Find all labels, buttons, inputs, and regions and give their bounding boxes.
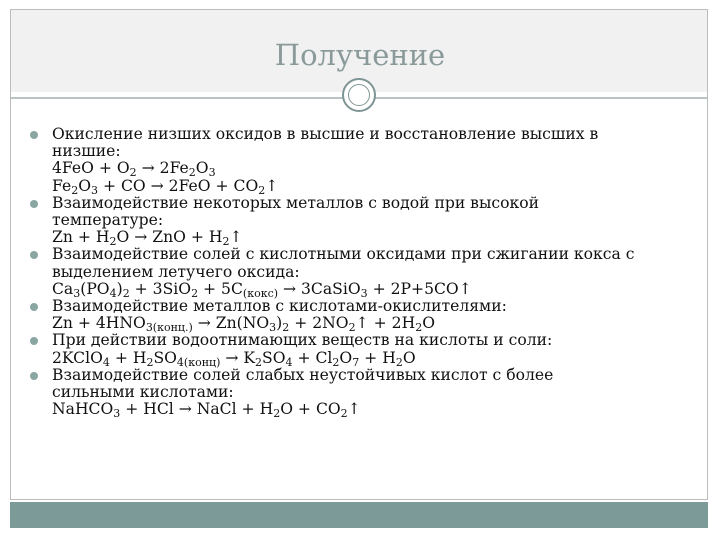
- bullet-icon: [30, 131, 38, 139]
- equation-subscript: 2: [191, 286, 199, 300]
- ornament-inner-circle: [348, 84, 370, 106]
- equation-subscript: 2: [129, 166, 137, 180]
- chemical-equation: [52, 159, 692, 180]
- equation-text: + 2NO: [289, 314, 349, 333]
- bullet-icon: [30, 337, 38, 345]
- equation-subscript: 2: [109, 235, 117, 249]
- equation-text: + HCl → NaCl + H: [120, 400, 274, 419]
- equation-text: + H: [359, 348, 396, 367]
- equation-text: Zn + H: [52, 228, 110, 247]
- bullet-text-line: Взаимодействие солей с кислотными оксидами при сжигании кокса с: [52, 245, 635, 264]
- equation-text: SO: [262, 348, 286, 367]
- bullet-text-line: При действии водоотнимающих веществ на кислоты и соли:: [52, 331, 553, 350]
- equation-text: + CO → 2FeO + CO: [98, 176, 259, 195]
- footer-bar: [10, 502, 708, 528]
- equation-text: O: [78, 176, 91, 195]
- equation-text: Zn + 4HNO: [52, 314, 146, 333]
- bullet-text-line: Взаимодействие солей слабых неустойчивых кислот с более: [52, 365, 554, 384]
- equation-text: + 3SiO: [129, 279, 192, 298]
- equation-text: (PO: [80, 279, 110, 298]
- chemical-equation: [52, 281, 692, 298]
- equation-text: SO: [153, 348, 177, 367]
- equation-text: Ca: [52, 279, 74, 298]
- chemical-equation: [52, 314, 692, 335]
- ornament-circle-icon: [342, 78, 376, 112]
- equation-text: → K: [220, 348, 256, 367]
- equation-subscript: 3: [113, 407, 121, 421]
- equation-text: ): [116, 279, 123, 298]
- bullet-text-line: Взаимодействие некоторых металлов с водой при высокой: [52, 193, 540, 212]
- equation-subscript: 4: [109, 286, 117, 300]
- equation-text: 4FeO + O: [52, 159, 130, 178]
- bullet-item: [30, 297, 692, 335]
- bullet-icon: [30, 251, 38, 259]
- equation-subscript: 2: [258, 183, 266, 197]
- equation-subscript: 7: [352, 355, 360, 369]
- bullet-item: [30, 331, 692, 369]
- bullet-icon: [30, 303, 38, 311]
- chemical-equation: [52, 178, 692, 195]
- equation-subscript: 2: [340, 407, 348, 421]
- chemical-equation: [52, 400, 692, 421]
- equation-subscript: 3: [208, 166, 216, 180]
- equation-subscript: 4: [102, 355, 110, 369]
- equation-subscript: 2: [222, 235, 230, 249]
- equation-text: ↑: [265, 176, 279, 195]
- equation-subscript: (кокс): [242, 286, 279, 300]
- bullet-text-line: низшие:: [52, 142, 121, 161]
- equation-subscript: 3: [91, 183, 98, 197]
- equation-text: → Zn(NO: [192, 314, 270, 333]
- equation-subscript: 3: [269, 321, 277, 335]
- equation-subscript: 2: [395, 355, 403, 369]
- equation-subscript: 3: [360, 286, 368, 300]
- bullet-text-line: сильными кислотами:: [52, 383, 234, 402]
- equation-text: ): [276, 314, 283, 333]
- bullet-text-line: температуре:: [52, 211, 164, 230]
- equation-subscript: 4: [285, 355, 293, 369]
- equation-text: Fe: [52, 176, 72, 195]
- equation-subscript: 2: [71, 183, 79, 197]
- equation-text: NaHCO: [52, 400, 114, 419]
- equation-text: ↑: [347, 400, 361, 419]
- equation-text: + H: [109, 348, 147, 367]
- equation-text: O: [422, 314, 435, 333]
- equation-text: + 2P+5CO↑: [367, 279, 472, 298]
- equation-text: → 3CaSiO: [278, 279, 361, 298]
- bullet-item: [30, 367, 692, 419]
- equation-text: + Cl: [292, 348, 333, 367]
- equation-subscript: 2: [332, 355, 340, 369]
- chemical-equation: [52, 228, 692, 249]
- equation-subscript: 2: [415, 321, 423, 335]
- equation-subscript: 2: [273, 407, 281, 421]
- equation-text: + 5C: [198, 279, 243, 298]
- bullet-item: [30, 126, 692, 195]
- equation-subscript: 3: [73, 286, 81, 300]
- bullet-text-line: выделением летучего оксида:: [52, 262, 300, 281]
- equation-subscript: 2: [188, 166, 196, 180]
- equation-text: O: [402, 348, 416, 367]
- bullet-list: [30, 125, 692, 421]
- chemical-equation: [52, 350, 692, 367]
- equation-text: ↑: [229, 228, 243, 247]
- equation-text: O + CO: [280, 400, 341, 419]
- equation-subscript: 2: [146, 355, 154, 369]
- equation-subscript: 2: [348, 321, 356, 335]
- equation-text: O: [339, 348, 353, 367]
- bullet-text-line: Взаимодействие металлов с кислотами-окислителями:: [52, 297, 507, 316]
- equation-text: 2KClO: [52, 348, 103, 367]
- equation-subscript: 2: [282, 321, 290, 335]
- bullet-icon: [30, 200, 38, 208]
- equation-subscript: 2: [255, 355, 263, 369]
- equation-subscript: 4(конц): [176, 355, 221, 369]
- bullet-text-line: Окисление низших оксидов в высшие и восстановление высших в: [52, 125, 599, 143]
- equation-text: ↑ + 2H: [355, 314, 416, 333]
- bullet-icon: [30, 372, 38, 380]
- bullet-item: [30, 246, 692, 298]
- equation-subscript: 2: [122, 286, 130, 300]
- slide-title: Получение: [274, 38, 446, 72]
- equation-subscript: 3(конц.): [145, 321, 193, 335]
- equation-text: O → ZnO + H: [116, 228, 223, 247]
- equation-text: O: [195, 159, 209, 178]
- bullet-item: [30, 195, 692, 247]
- equation-text: → 2Fe: [136, 159, 189, 178]
